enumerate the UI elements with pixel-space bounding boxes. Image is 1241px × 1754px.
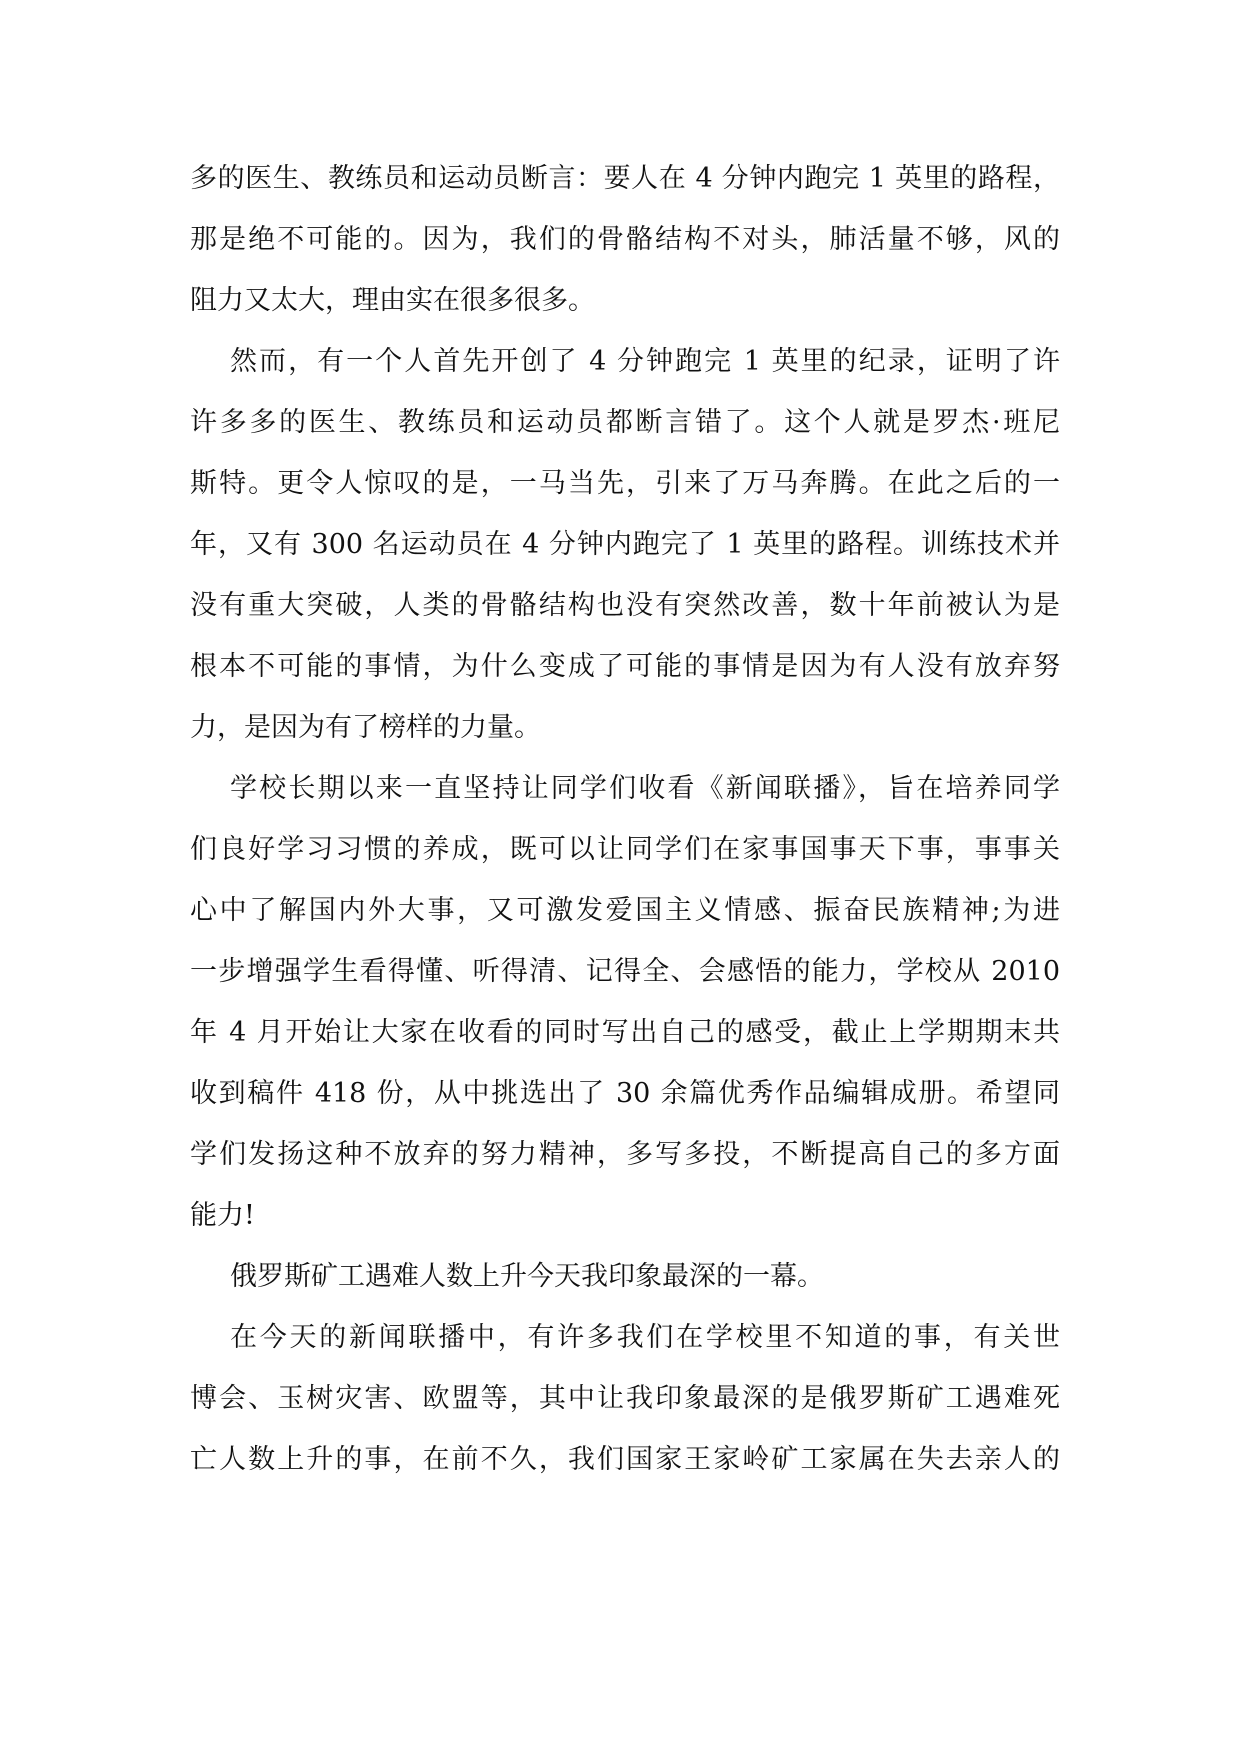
text-line: 许多多的医生、教练员和运动员都断言错了。这个人就是罗杰·班尼 xyxy=(190,407,1060,438)
text-line: 根本不可能的事情，为什么变成了可能的事情是因为有人没有放弃努 xyxy=(190,651,1060,682)
text-line: 学校长期以来一直坚持让同学们收看《新闻联播》，旨在培养同学 xyxy=(230,773,1060,804)
text-line: 俄罗斯矿工遇难人数上升今天我印象最深的一幕。 xyxy=(230,1261,824,1292)
body-text xyxy=(190,148,1060,1490)
text-line: 力，是因为有了榜样的力量。 xyxy=(190,712,541,743)
text-line: 没有重大突破，人类的骨骼结构也没有突然改善，数十年前被认为是 xyxy=(190,590,1060,621)
text-line: 们良好学习习惯的养成，既可以让同学们在家事国事天下事，事事关 xyxy=(190,834,1060,865)
text-line: 阻力又太大，理由实在很多很多。 xyxy=(190,285,595,316)
text-line: 心中了解国内外大事，又可激发爱国主义情感、振奋民族精神;为进 xyxy=(190,895,1060,926)
text-line: 能力! xyxy=(190,1200,255,1231)
text-line: 斯特。更令人惊叹的是，一马当先，引来了万马奔腾。在此之后的一 xyxy=(190,468,1060,499)
text-line: 收到稿件 418 份，从中挑选出了 30 余篇优秀作品编辑成册。希望同 xyxy=(190,1078,1060,1109)
text-line: 年，又有 300 名运动员在 4 分钟内跑完了 1 英里的路程。训练技术并 xyxy=(190,529,1060,560)
text-line: 在今天的新闻联播中，有许多我们在学校里不知道的事，有关世 xyxy=(230,1322,1060,1353)
text-line: 多的医生、教练员和运动员断言：要人在 4 分钟内跑完 1 英里的路程， xyxy=(190,163,1060,194)
text-line: 年 4 月开始让大家在收看的同时写出自己的感受，截止上学期期末共 xyxy=(190,1017,1060,1048)
text-line: 学们发扬这种不放弃的努力精神，多写多投，不断提高自己的多方面 xyxy=(190,1139,1060,1170)
text-line: 那是绝不可能的。因为，我们的骨骼结构不对头，肺活量不够，风的 xyxy=(190,224,1060,255)
text-line: 一步增强学生看得懂、听得清、记得全、会感悟的能力，学校从 2010 xyxy=(190,956,1060,987)
text-line: 然而，有一个人首先开创了 4 分钟跑完 1 英里的纪录，证明了许 xyxy=(230,346,1060,377)
text-line: 亡人数上升的事，在前不久，我们国家王家岭矿工家属在失去亲人的 xyxy=(190,1444,1060,1475)
text-line: 博会、玉树灾害、欧盟等，其中让我印象最深的是俄罗斯矿工遇难死 xyxy=(190,1383,1060,1414)
